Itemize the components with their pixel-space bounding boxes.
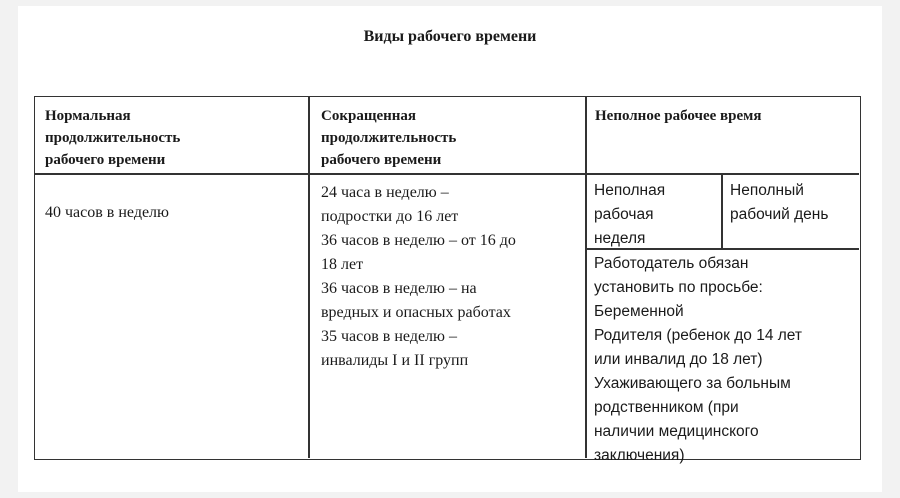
- cell-text-line: установить по просьбе:: [594, 279, 763, 296]
- header-text-line: Сокращенная: [321, 108, 417, 124]
- cell-text-line: подростки до 16 лет: [321, 208, 459, 225]
- cell-text-line: 40 часов в неделю: [45, 204, 169, 221]
- cell-text-line: рабочая: [594, 206, 654, 223]
- normal-duration-cell: [45, 201, 305, 225]
- part-time-week-cell: [594, 179, 719, 251]
- header-text-line: рабочего времени: [321, 152, 442, 168]
- part-time-day-cell: [730, 179, 858, 227]
- cell-text-line: заключения): [594, 447, 685, 464]
- cell-text-line: Работодатель обязан: [594, 255, 749, 272]
- cell-text-line: наличии медицинского: [594, 423, 759, 440]
- cell-text-line: 24 часа в неделю –: [321, 184, 449, 201]
- cell-text-line: 35 часов в неделю –: [321, 328, 457, 345]
- cell-text-line: Беременной: [594, 303, 684, 320]
- header-divider: [35, 173, 859, 175]
- cell-text-line: инвалиды I и II групп: [321, 352, 469, 369]
- header-text-line: Нормальная: [45, 108, 131, 124]
- cell-text-line: Родителя (ребенок до 14 лет: [594, 327, 803, 344]
- header-text-line: продолжительность: [321, 130, 457, 146]
- working-time-table: [34, 96, 861, 464]
- header-text-line: Неполное рабочее время: [595, 108, 762, 124]
- header-text-line: рабочего времени: [45, 152, 166, 168]
- header-part-time: [595, 105, 855, 127]
- cell-text-line: родственником (при: [594, 399, 739, 416]
- subcell-divider-vertical: [721, 173, 723, 249]
- cell-text-line: 36 часов в неделю – на: [321, 280, 477, 297]
- cell-text-line: Ухаживающего за больным: [594, 375, 791, 392]
- employer-obligation-cell: [594, 252, 858, 468]
- cell-text-line: рабочий день: [730, 206, 829, 223]
- cell-text-line: неделя: [594, 230, 646, 247]
- document-page: [18, 6, 882, 492]
- reduced-duration-cell: [321, 181, 583, 373]
- cell-text-line: 36 часов в неделю – от 16 до: [321, 232, 516, 249]
- cell-text-line: Неполная: [594, 182, 666, 199]
- cell-text-line: или инвалид до 18 лет): [594, 351, 763, 368]
- column-divider-2: [585, 97, 587, 458]
- column-divider-1: [308, 97, 310, 458]
- header-reduced-duration: [321, 105, 581, 171]
- document-title: Виды рабочего времени: [363, 28, 537, 45]
- header-normal-duration: [45, 105, 305, 171]
- cell-text-line: 18 лет: [321, 256, 364, 273]
- cell-text-line: Неполный: [730, 182, 804, 199]
- header-text-line: продолжительность: [45, 130, 181, 146]
- cell-text-line: вредных и опасных работах: [321, 304, 511, 321]
